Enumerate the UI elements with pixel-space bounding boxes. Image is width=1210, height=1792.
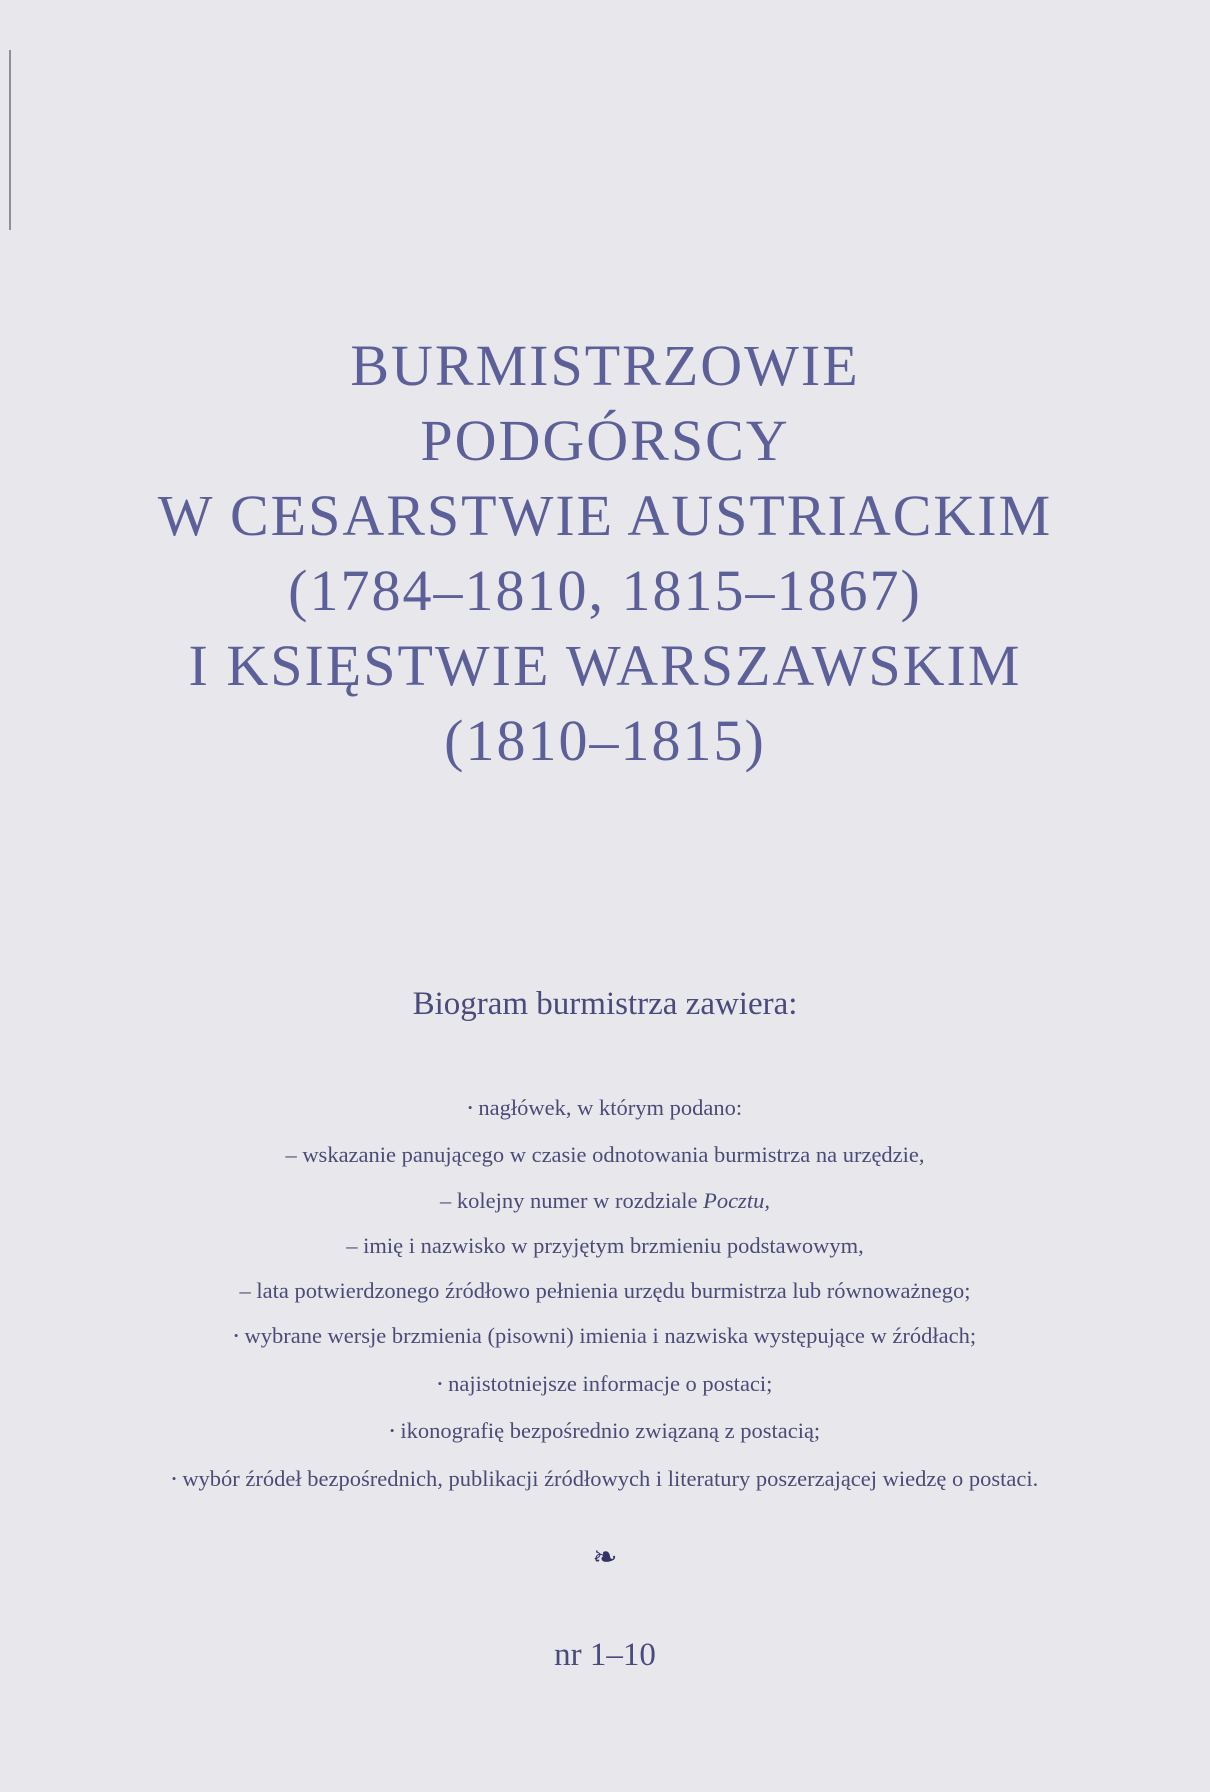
list-item [0,1456,1210,1503]
list-item-italic-text: Pocztu, [703,1187,770,1213]
list-item [0,1313,1210,1360]
title-line-3: W CESARSTWIE AUSTRIACKIM [157,483,1053,548]
bullet-icon: • [467,1100,473,1116]
list-item [0,1408,1210,1455]
volume-number: nr 1–10 [554,1637,656,1673]
book-title [0,328,1210,778]
list-item [0,1223,1210,1268]
list-item-text: nagłówek, w którym podano: [478,1095,743,1120]
list-item [0,1361,1210,1408]
list-item [0,1132,1210,1177]
list-item [0,1178,1210,1223]
bullet-icon: • [389,1423,395,1439]
fleuron-ornament-icon: ❧ [592,1541,618,1574]
list-item-text: – wskazanie panującego w czasie odnotowania burmistrza na urzędzie, [285,1142,925,1168]
biogram-contents-list [0,1085,1210,1503]
bullet-icon: • [171,1470,177,1486]
title-line-6: (1810–1815) [444,708,766,773]
list-item-text: najistotniejsze informacje o postaci; [448,1370,773,1396]
bullet-icon: • [437,1375,443,1391]
list-item-text: – lata potwierdzonego źródłowo pełnienia urzędu burmistrza lub równoważnego; [239,1278,971,1304]
list-item-text: – kolejny numer w rozdziale [440,1187,704,1213]
page-edge-line [9,50,11,230]
title-line-5: I KSIĘSTWIE WARSZAWSKIM [188,633,1022,698]
list-item-text: wybrane wersje brzmienia (pisowni) imienia i nazwiska występujące w źródłach; [244,1323,977,1349]
biogram-heading: Biogram burmistrza zawiera: [412,986,798,1022]
bullet-icon: • [233,1328,239,1344]
list-item-text: ikonografię bezpośrednio związaną z postacią; [400,1418,821,1444]
list-item [0,1085,1210,1132]
title-line-2: PODGÓRSCY [420,408,790,473]
title-line-1: BURMISTRZOWIE [350,333,860,398]
title-line-4: (1784–1810, 1815–1867) [288,558,922,623]
list-item-text: – imię i nazwisko w przyjętym brzmieniu podstawowym, [346,1232,864,1258]
list-item [0,1268,1210,1313]
list-item-text: wybór źródeł bezpośrednich, publikacji źródłowych i literatury poszerzającej wiedzę o postaci. [182,1465,1039,1491]
